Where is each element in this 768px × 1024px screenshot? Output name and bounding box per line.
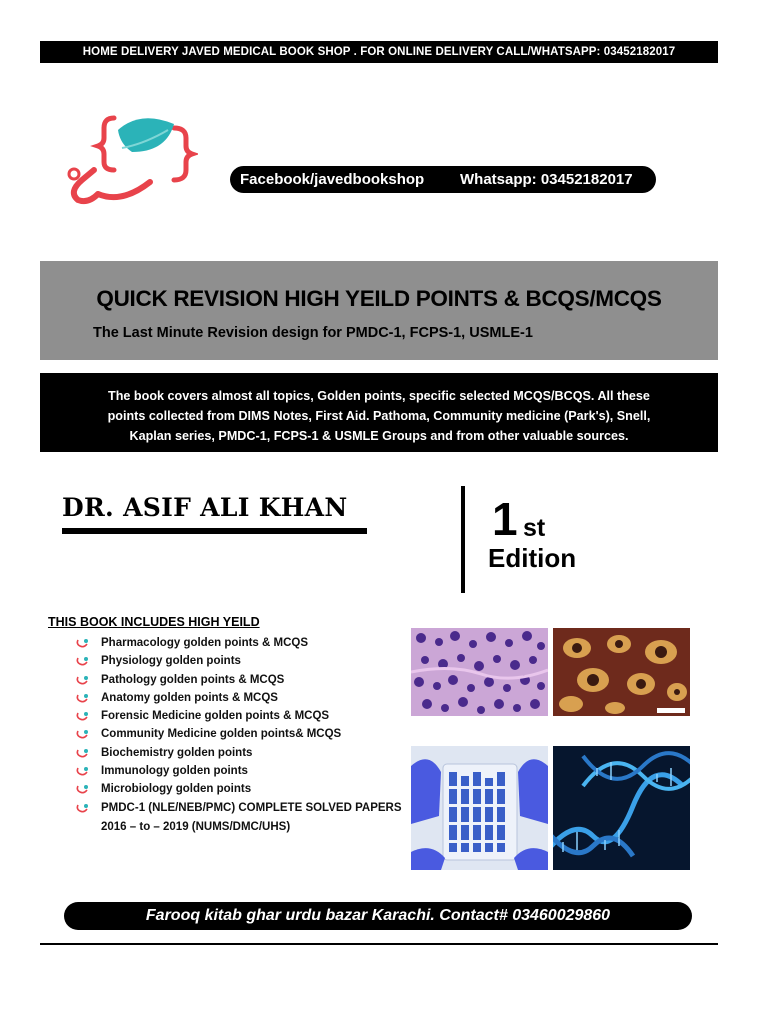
author-name: DR. ASIF ALI KHAN bbox=[62, 493, 348, 522]
stethoscope-bullet-icon bbox=[75, 729, 89, 740]
stethoscope-bullet-icon bbox=[75, 693, 89, 704]
topic-list bbox=[75, 634, 402, 817]
dna-helix-image bbox=[553, 746, 690, 870]
top-delivery-banner: HOME DELIVERY JAVED MEDICAL BOOK SHOP . FOR ONLINE DELIVERY CALL/WHATSAPP: 03452182017 bbox=[40, 41, 718, 63]
list-item: Physiology golden points bbox=[75, 652, 402, 670]
pathology-specimen-image bbox=[553, 628, 690, 716]
description-line: Kaplan series, PMDC-1, FCPS-1 & USMLE Groups and from other valuable sources. bbox=[129, 429, 629, 443]
gel-electrophoresis-image bbox=[411, 746, 548, 870]
list-item: Biochemistry golden points bbox=[75, 744, 402, 762]
list-item: Pathology golden points & MCQS bbox=[75, 671, 402, 689]
book-title: QUICK REVISION HIGH YEILD POINTS & BCQS/MCQS bbox=[96, 286, 662, 311]
stethoscope-bullet-icon bbox=[75, 748, 89, 759]
whatsapp-number: Whatsapp: 03452182017 bbox=[460, 171, 633, 188]
contact-pill bbox=[230, 166, 656, 193]
topic-continuation: 2016 – to – 2019 (NUMS/DMC/UHS) bbox=[101, 821, 291, 833]
list-item: Immunology golden points bbox=[75, 762, 402, 780]
description-line: points collected from DIMS Notes, First Aid. Pathoma, Community medicine (Park's), Snell, bbox=[107, 409, 651, 423]
edition-suffix: st bbox=[523, 514, 546, 542]
description-box bbox=[40, 373, 718, 452]
edition-number: 1 bbox=[492, 493, 518, 545]
list-item: Forensic Medicine golden points & MCQS bbox=[75, 707, 402, 725]
list-item: Community Medicine golden points& MCQS bbox=[75, 725, 402, 743]
stethoscope-bullet-icon bbox=[75, 675, 89, 686]
bottom-contact-banner: Farooq kitab ghar urdu bazar Karachi. Contact# 03460029860 bbox=[64, 902, 692, 930]
bottom-rule bbox=[40, 943, 718, 945]
book-subtitle: The Last Minute Revision design for PMDC-1, FCPS-1, USMLE-1 bbox=[93, 325, 533, 341]
histology-image bbox=[411, 628, 548, 716]
list-item: PMDC-1 (NLE/NEB/PMC) COMPLETE SOLVED PAPERS bbox=[75, 799, 402, 817]
facebook-handle: Facebook/javedbookshop bbox=[240, 171, 425, 188]
stethoscope-bullet-icon bbox=[75, 766, 89, 777]
includes-heading: THIS BOOK INCLUDES HIGH YEILD bbox=[48, 615, 260, 629]
list-item: Anatomy golden points & MCQS bbox=[75, 689, 402, 707]
description-line: The book covers almost all topics, Golden points, specific selected MCQS/BCQS. All these bbox=[108, 389, 650, 403]
list-item: Microbiology golden points bbox=[75, 780, 402, 798]
stethoscope-bullet-icon bbox=[75, 803, 89, 814]
stethoscope-bullet-icon bbox=[75, 711, 89, 722]
stethoscope-bullet-icon bbox=[75, 638, 89, 649]
author-underline bbox=[62, 528, 367, 534]
edition-divider bbox=[461, 486, 465, 593]
list-item: Pharmacology golden points & MCQS bbox=[75, 634, 402, 652]
stethoscope-bullet-icon bbox=[75, 656, 89, 667]
stethoscope-bullet-icon bbox=[75, 784, 89, 795]
edition-label: Edition bbox=[488, 543, 577, 573]
stethoscope-leaf-icon bbox=[58, 108, 198, 208]
